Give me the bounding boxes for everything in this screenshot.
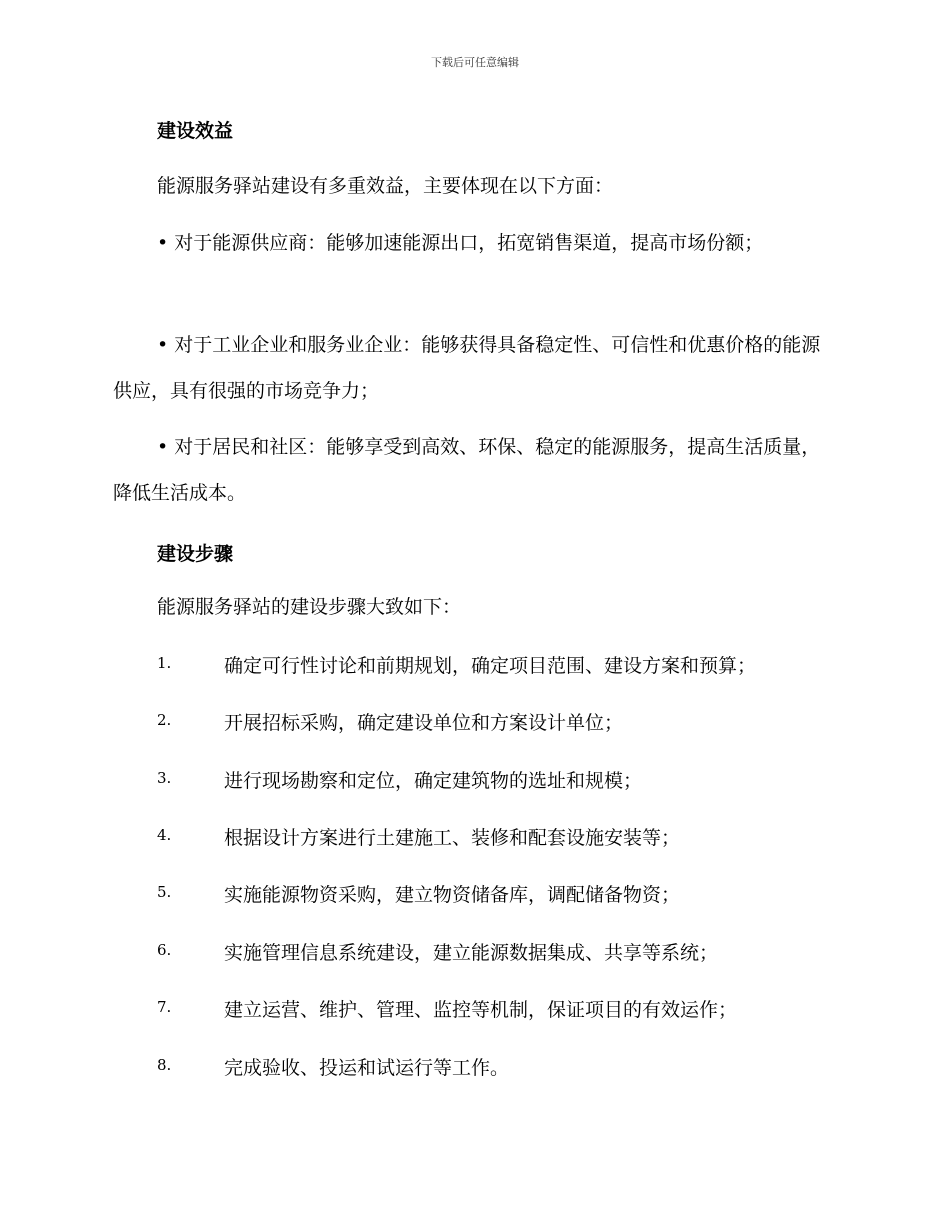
list-item [113, 651, 833, 681]
steps-intro: 能源服务驿站的建设步骤大致如下： [157, 596, 462, 618]
list-item [113, 708, 833, 738]
benefit-bullet-suppliers: • 对于能源供应商：能够加速能源出口，拓宽销售渠道，提高市场份额； [157, 232, 764, 254]
benefit-bullet-enterprises: • 对于工业企业和服务业企业：能够获得具备稳定性、可信性和优惠价格的能源供应，具有很强的市场竞争力； [113, 334, 821, 402]
section-title-benefits: 建设效益 [157, 120, 234, 142]
list-item-number: 1. [157, 654, 172, 672]
list-item-text: 确定可行性讨论和前期规划，确定项目范围、建设方案和预算； [224, 655, 757, 677]
list-item-number: 2. [157, 711, 172, 729]
list-item [113, 995, 833, 1025]
list-item-text: 根据设计方案进行土建施工、装修和配套设施安装等； [224, 827, 681, 849]
list-item-text: 进行现场勘察和定位，确定建筑物的选址和规模； [224, 770, 643, 792]
list-item-text: 开展招标采购，确定建设单位和方案设计单位； [224, 712, 624, 734]
list-item-number: 7. [157, 998, 172, 1016]
benefit-bullet-residents: • 对于居民和社区：能够享受到高效、环保、稳定的能源服务，提高生活质量，降低生活成本。 [113, 436, 821, 504]
list-item-number: 8. [157, 1056, 172, 1074]
list-item [113, 880, 833, 910]
list-item-text: 完成验收、投运和试运行等工作。 [224, 1057, 510, 1079]
list-item-text: 建立运营、维护、管理、监控等机制，保证项目的有效运作； [224, 999, 738, 1021]
list-item-number: 6. [157, 941, 172, 959]
list-item [113, 938, 833, 968]
benefits-intro: 能源服务驿站建设有多重效益，主要体现在以下方面： [157, 175, 614, 197]
list-item-text: 实施管理信息系统建设，建立能源数据集成、共享等系统； [224, 942, 719, 964]
list-item [113, 823, 833, 853]
list-item [113, 1053, 833, 1083]
section-title-steps: 建设步骤 [157, 543, 234, 565]
list-item-number: 4. [157, 826, 172, 844]
list-item-text: 实施能源物资采购，建立物资储备库，调配储备物资； [224, 884, 681, 906]
list-item-number: 5. [157, 883, 172, 901]
list-item-number: 3. [157, 769, 172, 787]
list-item [113, 766, 833, 796]
header-note: 下载后可任意编辑 [431, 56, 519, 69]
